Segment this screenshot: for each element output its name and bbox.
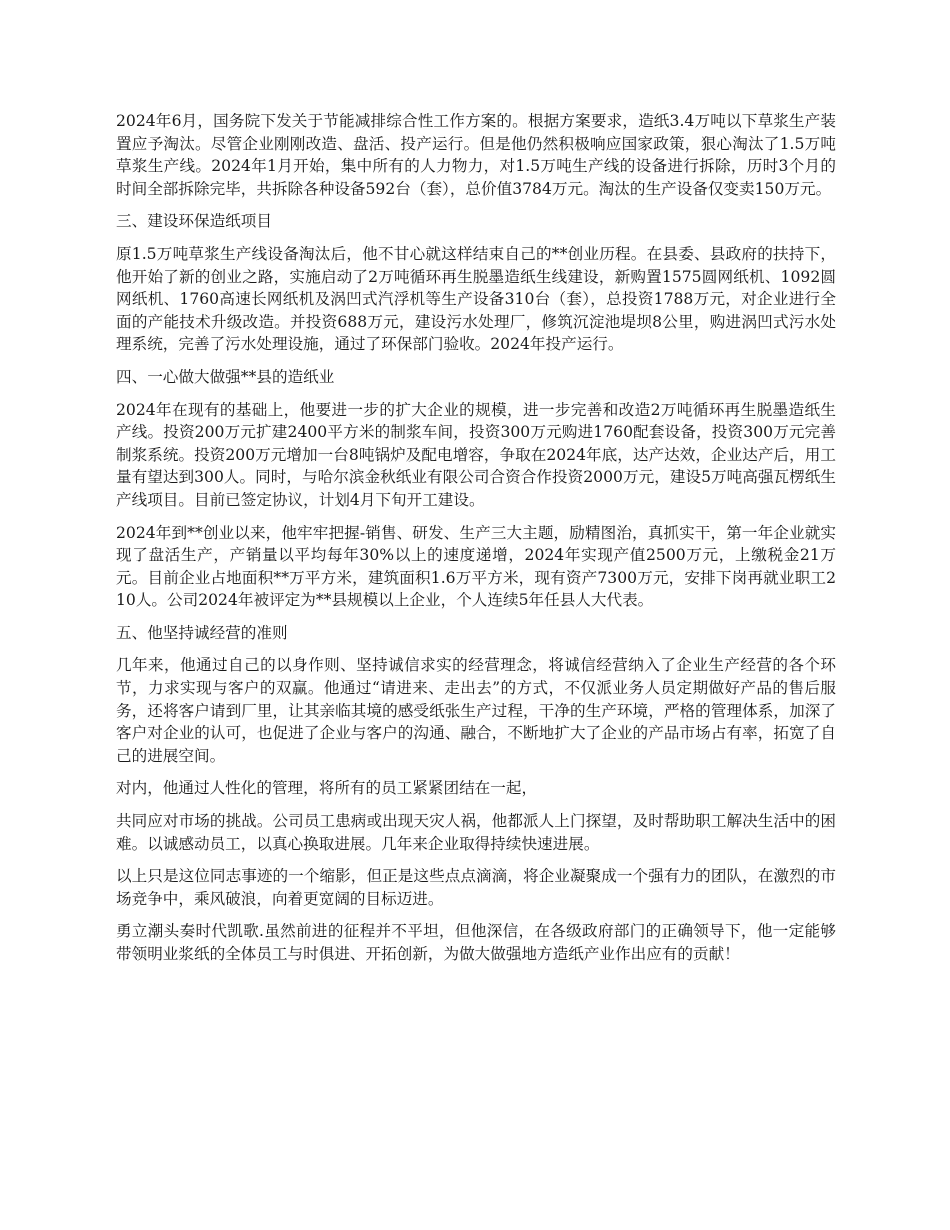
section-heading-3: 三、建设环保造纸项目 — [116, 212, 272, 231]
paragraph-policy-elimination: 2024年6月，国务院下发关于节能减排综合性工作方案的。根据方案要求，造纸3.4万吨以下草浆生产装置应予淘汰。尽管企业刚刚改造、盘活、投产运行。但是他仍然积极响应国家政策，狠心淘汰了1.5万吨草浆生产线。2024年1月开始，集中所有的人力物力，对1.5万吨生产线的设备进行拆除，历时3个月的时间全部拆除完毕，共拆除各种设备592台（套），总价值3784万元。淘汰的生产设备仅变卖150万元。 — [116, 112, 836, 198]
paragraph-expansion-plan: 2024年在现有的基础上，他要进一步的扩大企业的规模，进一步完善和改造2万吨循环再生脱墨造纸生产线。投资200万元扩建2400平方米的制浆车间，投资300万元购进1760配套设备，投资300万元完善制浆系统。投资200万元增加一台8吨锅炉及配电增容，争取在2024年底，达产达效，企业达产后，用工量有望达到300人。同时，与哈尔滨金秋纸业有限公司合资合作投资2000万元，建设5万吨高强瓦楞纸生产线项目。目前已签定协议，计划4月下旬开工建设。 — [116, 400, 836, 509]
paragraph-environmental-project: 原1.5万吨草浆生产线设备淘汰后，他不甘心就这样结束自己的**创业历程。在县委、县政府的扶持下，他开始了新的创业之路，实施启动了2万吨循环再生脱墨造纸生线建设，新购置1575圆网纸机、1092圆网纸机、1760高速长网纸机及涡凹式汽浮机等生产设备310台（套），总投资1788万元，对企业进行全面的产能技术升级改造。并投资688万元，建设污水处理厂，修筑沉淀池堤坝8公里，购进涡凹式污水处理系统，完善了污水处理设施，通过了环保部门验收。2024年投产运行。 — [116, 244, 836, 354]
document-body — [116, 110, 836, 976]
paragraph-internal-management: 对内，他通过人性化的管理，将所有的员工紧紧团结在一起， — [116, 779, 538, 798]
section-heading-5: 五、他坚持诚经营的准则 — [116, 623, 288, 642]
paragraph-integrity: 几年来，他通过自己的以身作则、坚持诚信求实的经营理念，将诚信经营纳入了企业生产经营的各个环节，力求实现与客户的双赢。他通过“请进来、走出去”的方式，不仅派业务人员定期做好产品的售后服务，还将客户请到厂里，让其亲临其境的感受纸张生产过程，干净的生产环境，严格的管理体系，加深了客户对企业的认可，也促进了企业与客户的沟通、融合，不断地扩大了企业的产品市场占有率，拓宽了自己的进展空间。 — [116, 656, 836, 765]
section-heading-4: 四、一心做大做强**县的造纸业 — [116, 367, 335, 386]
paragraph-employee-care: 共同应对市场的挑战。公司员工患病或出现天灾人祸，他都派人上门探望，及时帮助职工解决生活中的困难。以诚感动员工，以真心换取进展。几年来企业取得持续快速进展。 — [116, 812, 836, 853]
paragraph-achievements: 2024年到**创业以来，他牢牢把握-销售、研发、生产三大主题，励精图治，真抓实干，第一年企业就实现了盘活生产，产销量以平均每年30%以上的速度递增，2024年实现产值2500万元，上缴税金21万元。目前企业占地面积**万平方米，建筑面积1.6万平方米，现有资产7300万元，安排下岗再就业职工210人。公司2024年被评定为**县规模以上企业，个人连续5年任县人大代表。 — [116, 523, 836, 610]
paragraph-conclusion: 勇立潮头奏时代凯歌.虽然前进的征程并不平坦，但他深信，在各级政府部门的正确领导下，他一定能够带领明业浆纸的全体员工与时俱进、开拓创新，为做大做强地方造纸产业作出应有的贡献！ — [116, 922, 836, 963]
paragraph-summary: 以上只是这位同志事迹的一个缩影，但正是这些点点滴滴，将企业凝聚成一个强有力的团队，在激烈的市场竞争中，乘风破浪，向着更宽阔的目标迈进。 — [116, 867, 836, 908]
